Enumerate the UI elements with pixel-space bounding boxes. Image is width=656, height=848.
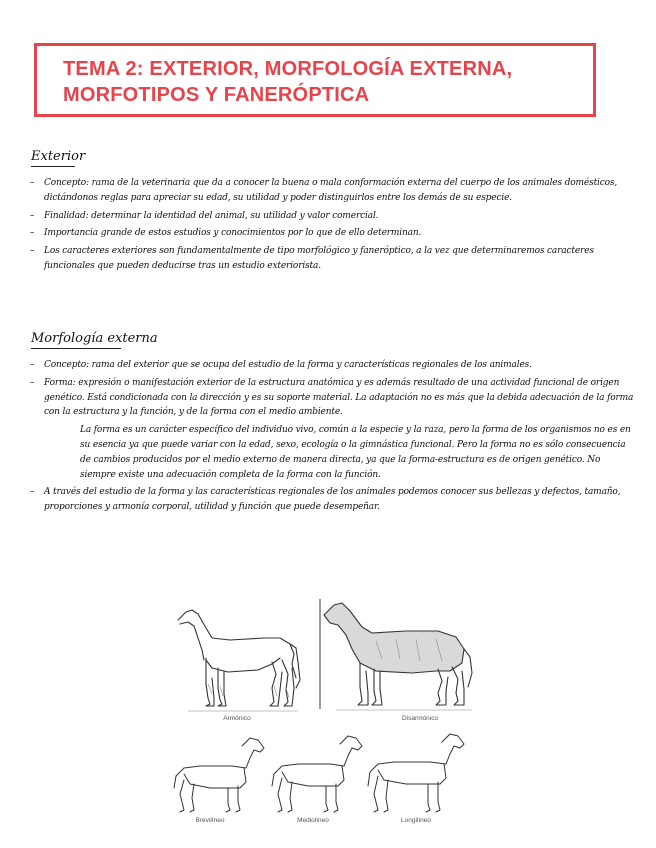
morfologia-section (30, 358, 636, 515)
exterior-item: – Importancia grande de estos estudios y conocimientos por lo que de ello determinan. (30, 228, 422, 239)
horse-disarmonico-figure (316, 597, 476, 715)
exterior-item: – Los caracteres exteriores son fundamentalmente de tipo morfológico y faneróptico, a la vez que determinaremos caracteres funcionales que pueden deducirse tras un estudio exteriorista. (30, 246, 594, 271)
caption-armonico: Armónico (223, 715, 251, 722)
exterior-item: – Concepto: rama de la veterinaria que da a conocer la buena o mala conformación externa del cuerpo de los animales domésticos, dictándonos reglas para apreciar su edad, su utilidad y poder distinguirlos entre los demás de su especie. (30, 178, 618, 203)
horse-armonico-figure (168, 598, 308, 716)
title-line-1: TEMA 2: EXTERIOR, MORFOLOGÍA EXTERNA, (63, 58, 513, 80)
morfologia-continuation: La forma es un carácter específico del individuo vivo, común a la especie y la raza, pero la forma de los organismos no es en su esencia ya que puede variar con la edad, sexo, ecología o la gimnástica funcional. Pero la forma no es sólo consecuencia de cambios producidos por el medio externo de manera directa, ya que la forma-estructura es de origen genético. No siempre existe una adecuación completa de la forma con la función. (80, 425, 631, 480)
title-box (34, 43, 596, 117)
horse-disarmonico-illustration (316, 597, 476, 715)
caption-brevilineo: Brevilíneo (195, 817, 225, 824)
horse-armonico-illustration (168, 598, 308, 716)
morfologia-heading: Morfología externa (31, 331, 158, 346)
horse-mediolineo-illustration (268, 728, 364, 814)
exterior-heading-underline (31, 166, 75, 167)
morfologia-item: – A través del estudio de la forma y las características regionales de los animales podemos conocer sus bellezas y defectos, tamaño, proporciones y armonía corporal, utilidad y función que puede desempeñar. (30, 487, 621, 513)
exterior-heading: Exterior (31, 149, 86, 164)
horse-brevilineo-figure (170, 728, 266, 814)
morfologia-item: – Concepto: rama del exterior que se ocupa del estudio de la forma y características regionales de los animales. (30, 360, 532, 370)
caption-longilineo: Longilíneo (401, 817, 431, 824)
title-line-2: MORFOTIPOS Y FANERÓPTICA (63, 84, 370, 106)
horse-brevilineo-illustration (170, 728, 266, 814)
horse-mediolineo-figure (268, 728, 364, 814)
caption-mediolineo: Mediolíneo (297, 817, 329, 824)
horse-longilineo-figure (366, 728, 466, 814)
caption-disarmonico: Disarmónico (401, 715, 439, 722)
exterior-item: – Finalidad: determinar la identidad del animal, su utilidad y valor comercial. (30, 210, 379, 221)
morfologia-heading-underline (31, 348, 121, 349)
morfologia-item: – Forma: expresión o manifestación exterior de la estructura anatómica y es además resultado de una actividad funcional de origen genético. Está condicionada con la dirección y es su soporte material. La adaptación no es más que la debida adecuación de la forma con la estructura y la función, y de la forma con el medio ambiente. (30, 377, 634, 418)
exterior-section (30, 176, 636, 274)
horse-longilineo-illustration (366, 728, 466, 814)
